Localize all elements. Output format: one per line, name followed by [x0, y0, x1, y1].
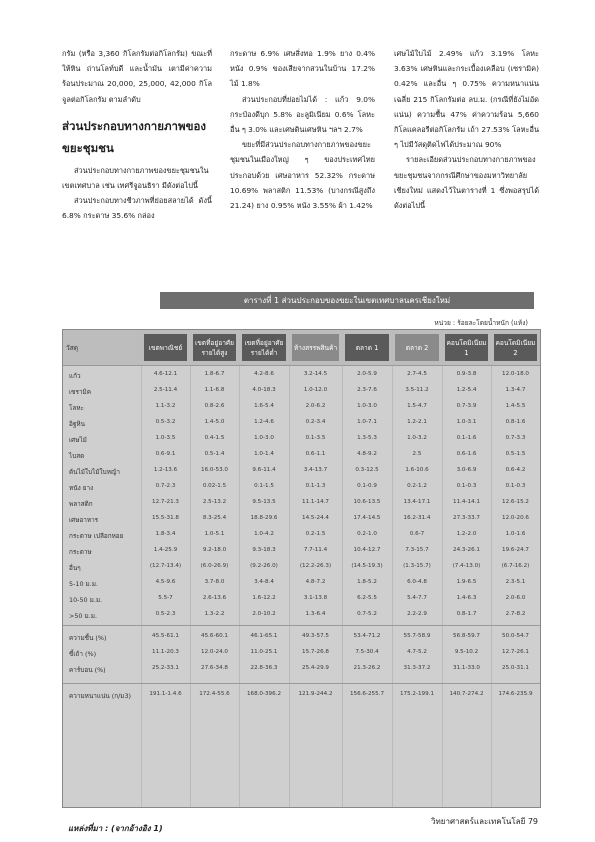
table-cell: 3.5-11.2 — [405, 387, 429, 393]
table-cell: 0.8-1.7 — [456, 611, 477, 617]
table-cell: 0.8-1.6 — [505, 419, 526, 425]
table-cell: (12.2-26.3) — [299, 563, 332, 569]
table-cell: 25.4-29.9 — [302, 665, 329, 671]
table-cell: 50.0-54.7 — [502, 633, 529, 639]
table-cell: 1.1-3.2 — [155, 403, 176, 409]
table-cell: (9.2-26.0) — [250, 563, 278, 569]
table-cell: 22.8-36.3 — [250, 665, 278, 671]
table-cell: 1.3-4.7 — [505, 387, 526, 393]
table-cell: 9.5-10.2 — [454, 649, 479, 655]
table-cell: 9.5-13.5 — [252, 499, 276, 505]
table-cell: 31.1-33.0 — [453, 665, 480, 671]
row-label: เศษไม้ — [69, 436, 87, 444]
paragraph: ขยะที่มีส่วนประกอบทางกายภาพของขยะชุมชนในเมืองใหญ่ ๆ ของประเทศไทย ประกอบด้วย เศษอาหาร 52.32% กระดาษ 10.69% พลาสติก 11.53% (บางกรณีสูงถึง 21.24) ยาง 0.95% หนัง 3.55% ผ้า 1.42% — [230, 140, 375, 211]
page-footer: วิทยาศาสตร์และเทคโนโลยี 79 — [431, 817, 538, 826]
table-cell: 1.4-5.5 — [505, 403, 526, 409]
row-label: เศษอาหาร — [69, 516, 99, 524]
table-cell: 0.1-1.6 — [456, 435, 477, 441]
table-cell: 174.6-235.9 — [498, 691, 533, 697]
table-cell: 0.7-3.3 — [505, 435, 526, 441]
row-label: ต้นไม้ใบไม้ใบหญ้า — [69, 468, 120, 476]
table-cell: 0.6-4.2 — [505, 467, 526, 473]
table-cell: 0.7-3.9 — [456, 403, 477, 409]
table-cell: 27.3-33.7 — [453, 515, 480, 521]
table-cell: 2.5-13.2 — [202, 499, 227, 505]
table-cell: 3.1-13.8 — [303, 595, 328, 601]
table-cell: 0.7-2.3 — [155, 483, 176, 489]
table-cell: 0.1-1.5 — [254, 483, 274, 489]
row-label: เซรามิค — [69, 388, 92, 396]
row-label: ความหนาแน่น (ก/ม3) — [69, 692, 132, 700]
table-cell: 53.4-71.2 — [353, 633, 381, 639]
row-label: โลหะ — [69, 404, 84, 412]
table-cell: 0.5-1.5 — [505, 451, 526, 457]
row-label: กระดาษ เปลือกหอย — [69, 532, 124, 540]
table-cell: 1.8-6.7 — [204, 371, 225, 377]
table-cell: 15.5-31.8 — [152, 515, 179, 521]
paragraph: ส่วนประกอบทางชีวภาพที่ย่อยสลายได้ ดังนี้ 6.8% กระดาษ 35.6% กล่อง — [62, 196, 212, 221]
table-cell: 1.6-5.4 — [254, 403, 274, 409]
table-cell: 4.5-9.6 — [155, 579, 176, 585]
table-cell: 4.0-18.3 — [252, 387, 276, 393]
table-cell: 2.3-7.6 — [357, 387, 377, 393]
table-cell: 3.4-8.4 — [254, 579, 274, 585]
table-cell: 4.8-7.2 — [305, 579, 326, 585]
table-cell: 3.0-6.9 — [456, 467, 477, 473]
table-cell: 10.6-13.5 — [353, 499, 381, 505]
table-cell: 0.4-1.5 — [204, 435, 225, 441]
table-cell: (12.7-13.4) — [149, 563, 182, 569]
row-label: อื่นๆ — [69, 564, 81, 572]
table-cell: 4.7-5.2 — [407, 649, 427, 655]
table-cell: 1.4-6.3 — [456, 595, 477, 601]
table-cell: 18.8-29.6 — [250, 515, 278, 521]
table-cell: 0.2-3.4 — [305, 419, 326, 425]
table-cell: 7.7-11.4 — [303, 547, 328, 553]
table-cell: 0.1-1.3 — [305, 483, 326, 489]
table-cell: 11.0-25.1 — [250, 649, 278, 655]
table-cell: 1.6-10.6 — [405, 467, 429, 473]
table-cell: 16.0-53.0 — [201, 467, 228, 473]
table-cell: 4.8-9.2 — [357, 451, 377, 457]
table-cell: 46.1-65.1 — [250, 633, 278, 639]
table-cell: 11.1-20.3 — [152, 649, 179, 655]
table-cell: 3.2-14.5 — [303, 371, 328, 377]
table-cell: 140.7-274.2 — [449, 691, 484, 697]
table-cell: 2.7-8.2 — [505, 611, 526, 617]
table-cell: 7.3-15.7 — [405, 547, 429, 553]
table-cell: 0.9-3.8 — [456, 371, 477, 377]
table-cell: 56.8-59.7 — [453, 633, 480, 639]
table-cell: 3.7-8.0 — [204, 579, 225, 585]
paragraph: เศษไม้ใบไม้ 2.49% แก้ว 3.19% โลหะ 3.63% เศษหินและกระเบื้องเคลือบ (เซรามิค) 0.42% และอื่น ๆ 0.75% ความหนาแน่นเฉลี่ย 215 กิโลกรัมต่อ ลบ.ม. (กรณีที่ยังไม่อัดแน่น) ความชื้น 47% ค่าความร้อน 5,660 กิโลแคลอรีต่อกิโลกรัม เถ้า 27.53% โลหะอื่น ๆ ไปมีวัสดุติดไฟได้ประมาณ 90% — [394, 49, 539, 150]
table-cell: 45.6-60.1 — [201, 633, 228, 639]
row-divider — [63, 625, 540, 626]
table-cell: (1.3-15.7) — [403, 563, 431, 569]
table-cell: 25.0-31.1 — [502, 665, 529, 671]
table-cell: 2.6-13.6 — [202, 595, 227, 601]
table-cell: 25.2-33.1 — [152, 665, 179, 671]
row-label: กระดาษ — [69, 548, 92, 556]
table-cell: 1.0-3.0 — [254, 435, 274, 441]
table-cell: 1.4-5.0 — [204, 419, 225, 425]
table-cell: 1.1-6.8 — [204, 387, 225, 393]
section-heading: ส่วนประกอบทางกายภาพของขยะชุมชน — [62, 118, 206, 155]
table-cell: 1.2-2.0 — [456, 531, 477, 537]
row-divider — [63, 365, 540, 366]
table-cell: (14.5-19.3) — [351, 563, 383, 569]
row-label: หนัง ยาง — [69, 484, 94, 492]
table-cell: 1.0-12.0 — [303, 387, 328, 393]
column-header: ห้างสรรพสินค้า — [292, 334, 339, 361]
table-cell: 121.9-244.2 — [298, 691, 333, 697]
table-cell: 0.6-1.6 — [456, 451, 477, 457]
table-cell: 24.3-26.1 — [453, 547, 480, 553]
table-cell: 0.5-1.4 — [204, 451, 225, 457]
table-cell: 1.0-3.1 — [456, 419, 477, 425]
table-cell: 172.4-55.6 — [199, 691, 230, 697]
table-cell: 2.2-2.9 — [407, 611, 427, 617]
table-cell: 2.0-10.2 — [252, 611, 276, 617]
table-cell: 3.4-13.7 — [303, 467, 328, 473]
table-cell: 1.0-4.2 — [254, 531, 274, 537]
table-cell: (7.4-13.0) — [452, 563, 481, 569]
table-cell: 0.6-1.1 — [305, 451, 326, 457]
paragraph: กรัม (หรือ 3,360 กิโลกรัมต่อกิโลกรัม) ขณะที่ให้หิน ถ่านโลท์บดี และน้ำมัน เตามีค่าความร้อนประมาณ 20,000, 25,000, 42,000 กิโลจูลต่อกิโลกรัม ตามลำดับ — [62, 49, 212, 104]
table-cell: 16.2-31.4 — [403, 515, 431, 521]
column-header: ตลาด 1 — [345, 334, 389, 361]
table-cell: 0.5-3.2 — [155, 419, 176, 425]
row-label: >50 ม.ม. — [69, 612, 98, 620]
table-cell: 12.6-15.2 — [502, 499, 529, 505]
table-cell: 49.3-57.5 — [302, 633, 329, 639]
table-cell: 11.4-14.1 — [453, 499, 480, 505]
table-cell: 1.0-5.1 — [204, 531, 225, 537]
table-cell: 13.4-17.1 — [403, 499, 431, 505]
table-cell: 4.2-8.6 — [254, 371, 274, 377]
table-cell: 21.3-26.2 — [353, 665, 381, 671]
table-cell: 1.6-12.2 — [252, 595, 276, 601]
table-cell: 1.0-3.5 — [155, 435, 176, 441]
column-header: เขตที่อยู่อาศัย รายได้ต่ำ — [242, 334, 286, 361]
table-cell: 1.8-3.4 — [155, 531, 176, 537]
table-cell: 2.3-5.1 — [505, 579, 526, 585]
table-cell: 1.2-5.4 — [456, 387, 477, 393]
table-cell: 8.3-25.4 — [202, 515, 227, 521]
table-cell: 6.0-4.8 — [407, 579, 427, 585]
table-cell: 0.3-12.5 — [355, 467, 379, 473]
row-label: แก้ว — [69, 372, 81, 380]
table-cell: 17.4-14.5 — [353, 515, 381, 521]
paragraph: ส่วนประกอบที่ย่อยไม่ได้ : แก้ว 9.0% กระป๋องดีบุก 5.8% อะลูมิเนียม 0.6% โลหะอื่น ๆ 3.0% และเศษดินเศษหิน ฯลฯ 2.7% — [230, 94, 375, 135]
table-cell: (6.7-16.2) — [501, 563, 530, 569]
table-title: ตารางที่ 1 ส่วนประกอบของขยะในเขตเทศบาลนครเชียงใหม่ — [160, 292, 534, 309]
table-cell: 4.6-12.1 — [153, 371, 178, 377]
text-column-2 — [230, 46, 375, 213]
table-cell: 12.7-26.1 — [502, 649, 529, 655]
table-cell: (6.0-26.9) — [200, 563, 229, 569]
table-cell: 1.3-2.2 — [204, 611, 225, 617]
row-divider — [63, 683, 540, 684]
table-unit: หน่วย : ร้อยละโดยน้ำหนัก (แห้ง) — [434, 319, 528, 327]
table-cell: 0.1-3.5 — [305, 435, 326, 441]
table-cell: 0.1-0.9 — [357, 483, 377, 489]
table-cell: 9.3-18.3 — [252, 547, 276, 553]
table-cell: 1.0-1.4 — [254, 451, 274, 457]
table-cell: 191.1-1.4.6 — [149, 691, 182, 697]
table-cell: 0.5-2.3 — [155, 611, 176, 617]
table-cell: 1.2-2.1 — [407, 419, 427, 425]
table-cell: 2.0-5.9 — [357, 371, 377, 377]
paragraph: กระดาษ 6.9% เศษสิ่งทอ 1.9% ยาง 0.4% หนัง 0.9% ของเสียจากสวนในบ้าน 17.2% ไม้ 1.8% — [230, 49, 375, 89]
data-table — [62, 329, 541, 808]
table-cell: 0.7-5.2 — [357, 611, 377, 617]
table-cell: 2.0-6.0 — [505, 595, 526, 601]
table-cell: 15.7-26.8 — [302, 649, 329, 655]
table-cell: 1.3-5.3 — [357, 435, 377, 441]
table-cell: 5.5-7 — [158, 595, 173, 601]
table-cell: 168.0-396.2 — [246, 691, 282, 697]
table-cell: 2.5 — [412, 451, 422, 457]
table-cell: 9.2-18.0 — [202, 547, 227, 553]
column-header: คอนโดมิเนียม 2 — [494, 334, 537, 361]
table-cell: 1.2-4.6 — [254, 419, 274, 425]
table-cell: 0.2-1.2 — [407, 483, 427, 489]
table-cell: 55.7-58.9 — [403, 633, 431, 639]
table-cell: 0.2-1.5 — [305, 531, 326, 537]
table-cell: 12.0-20.6 — [502, 515, 529, 521]
table-cell: 45.5-61.1 — [152, 633, 179, 639]
row-label: 10-50 ม.ม. — [69, 596, 103, 604]
table-cell: 1.3-6.4 — [305, 611, 326, 617]
table-cell: 1.0-1.6 — [505, 531, 526, 537]
table-cell: 1.0-3.2 — [407, 435, 427, 441]
text-column-1 — [62, 46, 212, 224]
table-cell: 1.5-4.7 — [407, 403, 427, 409]
table-cell: 0.2-1.0 — [357, 531, 377, 537]
source-note: แหล่งที่มา : (จากอ้างอิง 1) — [68, 824, 163, 833]
table-cell: 175.2-199.1 — [399, 691, 435, 697]
row-label: ความชื้น (%) — [69, 634, 107, 642]
column-header: เขตที่อยู่อาศัย รายได้สูง — [193, 334, 236, 361]
table-cell: 7.5-30.4 — [355, 649, 379, 655]
table-cell: 0.6-7 — [409, 531, 425, 537]
table-cell: 1.9-6.5 — [456, 579, 477, 585]
column-header: ตลาด 2 — [395, 334, 439, 361]
table-cell: 27.6-34.8 — [201, 665, 228, 671]
table-cell: 156.6-255.7 — [349, 691, 385, 697]
table-cell: 2.0-6.2 — [305, 403, 326, 409]
table-cell: 0.1-0.3 — [456, 483, 477, 489]
table-cell: 0.1-0.3 — [505, 483, 526, 489]
table-cell: 0.02-1.5 — [202, 483, 227, 489]
paragraph: ส่วนประกอบทางกายภาพของขยะชุมชนในเขตเทศบาล เช่น เทศรีจูอนธิรา มีดังต่อไปนี้ — [62, 165, 209, 191]
table-cell: 1.2-13.6 — [153, 467, 178, 473]
table-cell: 19.6-24.7 — [502, 547, 529, 553]
text-column-3 — [394, 46, 539, 213]
table-cell: 9.6-11.4 — [252, 467, 276, 473]
row-label: คาร์บอน (%) — [69, 666, 106, 674]
table-cell: 5.4-7.7 — [407, 595, 427, 601]
table-cell: 0.8-2.6 — [204, 403, 225, 409]
row-label: ขี้เถ้า (%) — [69, 650, 97, 658]
table-cell: 2.5-11.4 — [153, 387, 178, 393]
row-label: 5-10 ม.ม. — [69, 580, 99, 588]
table-cell: 1.0-3.0 — [357, 403, 377, 409]
row-label: พลาสติก — [69, 500, 93, 508]
row-label: อิฐหิน — [69, 420, 85, 428]
row-label: ไบสด — [69, 452, 85, 460]
table-cell: 6.2-5.5 — [357, 595, 377, 601]
table-cell: 11.1-14.7 — [302, 499, 329, 505]
table-cell: 1.8-5.2 — [357, 579, 377, 585]
table-cell: 2.7-4.5 — [407, 371, 427, 377]
table-cell: 12.0-24.0 — [201, 649, 228, 655]
column-header: เขตพาณิชย์ — [144, 334, 187, 361]
column-header: คอนโดมิเนียม 1 — [445, 334, 488, 361]
column-header: วัสดุ — [66, 343, 79, 352]
table-cell: 14.5-24.4 — [302, 515, 329, 521]
table-cell: 12.7-21.3 — [152, 499, 179, 505]
table-cell: 0.6-9.1 — [155, 451, 176, 457]
table-cell: 10.4-12.7 — [353, 547, 381, 553]
paragraph: รายละเอียดส่วนประกอบทางกายภาพของขยะชุมชนจากกรณีศึกษาของมหาวิทยาลัยเชียงใหม่ แสดงไว้ในตารางที่ 1 ซึ่งพอสรุปได้ดังต่อไปนี้ — [394, 155, 539, 211]
table-cell: 1.0-7.1 — [357, 419, 377, 425]
table-cell: 12.0-18.0 — [502, 371, 529, 377]
table-cell: 1.4-25.9 — [153, 547, 178, 553]
table-cell: 31.3-37.2 — [403, 665, 431, 671]
